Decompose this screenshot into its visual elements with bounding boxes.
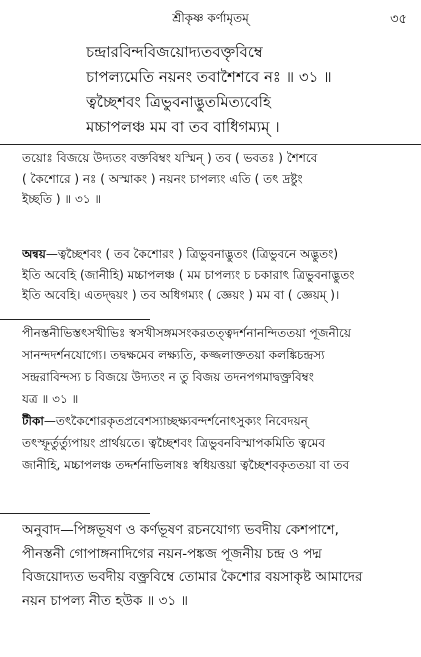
text-line: পীনস্তনীভিস্তৎসখীভিঃ স্বসখীসঙ্গমসংকরতত্ত্বদর্শনানন্দিততয়া পূজনীয়ে <box>22 326 351 340</box>
text-line: তয়োঃ বিজয়ে উদ্যতং বক্তবিম্বং যস্মিন্ ) তব ( ভবতঃ ) শৈশবে <box>22 151 318 165</box>
page-header <box>0 10 421 30</box>
text-line: জানীহি, মচ্চাপলঞ্চ তদ্দর্শনাভিলাষঃ স্বধিয়ত্তয়া ত্বচ্ছৈশবকৃততয়া বা তব <box>22 458 350 472</box>
text-line <box>22 244 418 265</box>
text-line: তৎস্ফূর্তুর্ত্যুপায়ং প্রার্থয়তে। ত্বচ্ছৈশবং ত্রিভুবনবিস্মাপকমিতি ত্বমেব <box>22 436 326 450</box>
text-run: —তৎকৈশোরকৃতপ্রবেশস্যাচ্ছক্ষ্যবন্দর্শনোৎসুক্যং নিবেদয়ন্ <box>43 414 308 428</box>
text-line: সানন্দদর্শনযোগ্যে। তদ্বক্ষমেব লক্ষ্যতি, কজ্জলাক্ততয়া কলঙ্কিচন্দ্রস্য <box>22 348 325 362</box>
commentary-paragraph <box>22 148 418 210</box>
running-title: শ্রীকৃষ্ণ কর্ণামৃতম্ <box>172 11 249 25</box>
text-line: যত্র ॥ ৩১ ॥ <box>22 392 79 406</box>
text-run: —ত্বচ্ছৈশবং ( তব কৈশোরং ) ত্রিভুবনাদ্ভুতং (ত্রিভুবনে অদ্ভুতং) <box>45 247 339 261</box>
text-line: নয়ন চাপল্য নীত হউক ॥ ৩১ ॥ <box>22 592 189 609</box>
text-line: সন্দ্ররাবিন্দস্য চ বিজয়ে উদ্যতং ন তু বিজয় তদনপগমাদ্বক্ত্রবিম্বং <box>22 370 314 384</box>
verse-line: চন্দ্রারবিন্দবিজয়োদ্যতবক্তৃবিম্বে <box>86 43 263 61</box>
text-line: ইচ্ছতি ) ॥ ৩১ ॥ <box>22 192 102 206</box>
divider-rule <box>0 319 150 320</box>
anvaya-paragraph <box>22 244 418 306</box>
divider-rule <box>0 513 150 514</box>
text-line: ইতি অবেহি। এতদ্দ্বয়ং ) তব অধিগম্যং ( জ্ঞেয়ং ) মম বা ( জ্ঞেয়ম্ )। <box>22 288 340 302</box>
text-line: ইতি অবেহি (জানীহি) মচ্চাপলঞ্চ ( মম চাপল্যং চ চকারাৎ ত্রিভুবনাদ্ভুতং <box>22 267 355 282</box>
verse-line: মচ্চাপলঞ্চ মম বা তব বাধিগম্যম্ । <box>86 118 280 136</box>
text-line <box>22 519 420 543</box>
divider-rule <box>0 144 421 145</box>
text-line: পীনস্তনী গোপাঙ্গনাদিগের নয়ন-পঙ্কজ পূজনীয় চন্দ্র ও পদ্ম <box>22 545 322 562</box>
verse-block <box>86 40 416 140</box>
tika-heading: টীকা <box>22 414 44 428</box>
page-number: ৩৫ <box>390 12 407 27</box>
verse-line: ত্বচ্ছৈশবং ত্রিভুবনাদ্ভুতমিত্যবেহি <box>86 93 271 111</box>
sanskrit-gloss-paragraph <box>22 322 418 410</box>
translation-paragraph <box>22 519 420 613</box>
verse-line: চাপল্যমেতি নয়নং তবাশৈশবে নঃ ॥ ৩১ ॥ <box>86 68 332 86</box>
translation-heading: অনুবাদ <box>22 522 61 538</box>
tika-paragraph <box>22 410 418 476</box>
text-line <box>22 410 418 432</box>
text-run: —পিঙ্গভূষণ ও কর্ণভূষণ রচনযোগ্য ভবদীয় কেশপাশে, <box>60 522 339 538</box>
text-line: বিজয়োদ্যত ভবদীয় বক্ত্রবিম্বে তোমার কৈশোর বয়সাকৃষ্ট আমাদের <box>22 569 363 585</box>
text-line: ( কৈশোরে ) নঃ ( অস্মাকং ) নয়নং চাপল্যং এতি ( তৎ দ্রষ্টুং <box>22 171 303 186</box>
anvaya-heading: অন্বয় <box>22 247 46 261</box>
